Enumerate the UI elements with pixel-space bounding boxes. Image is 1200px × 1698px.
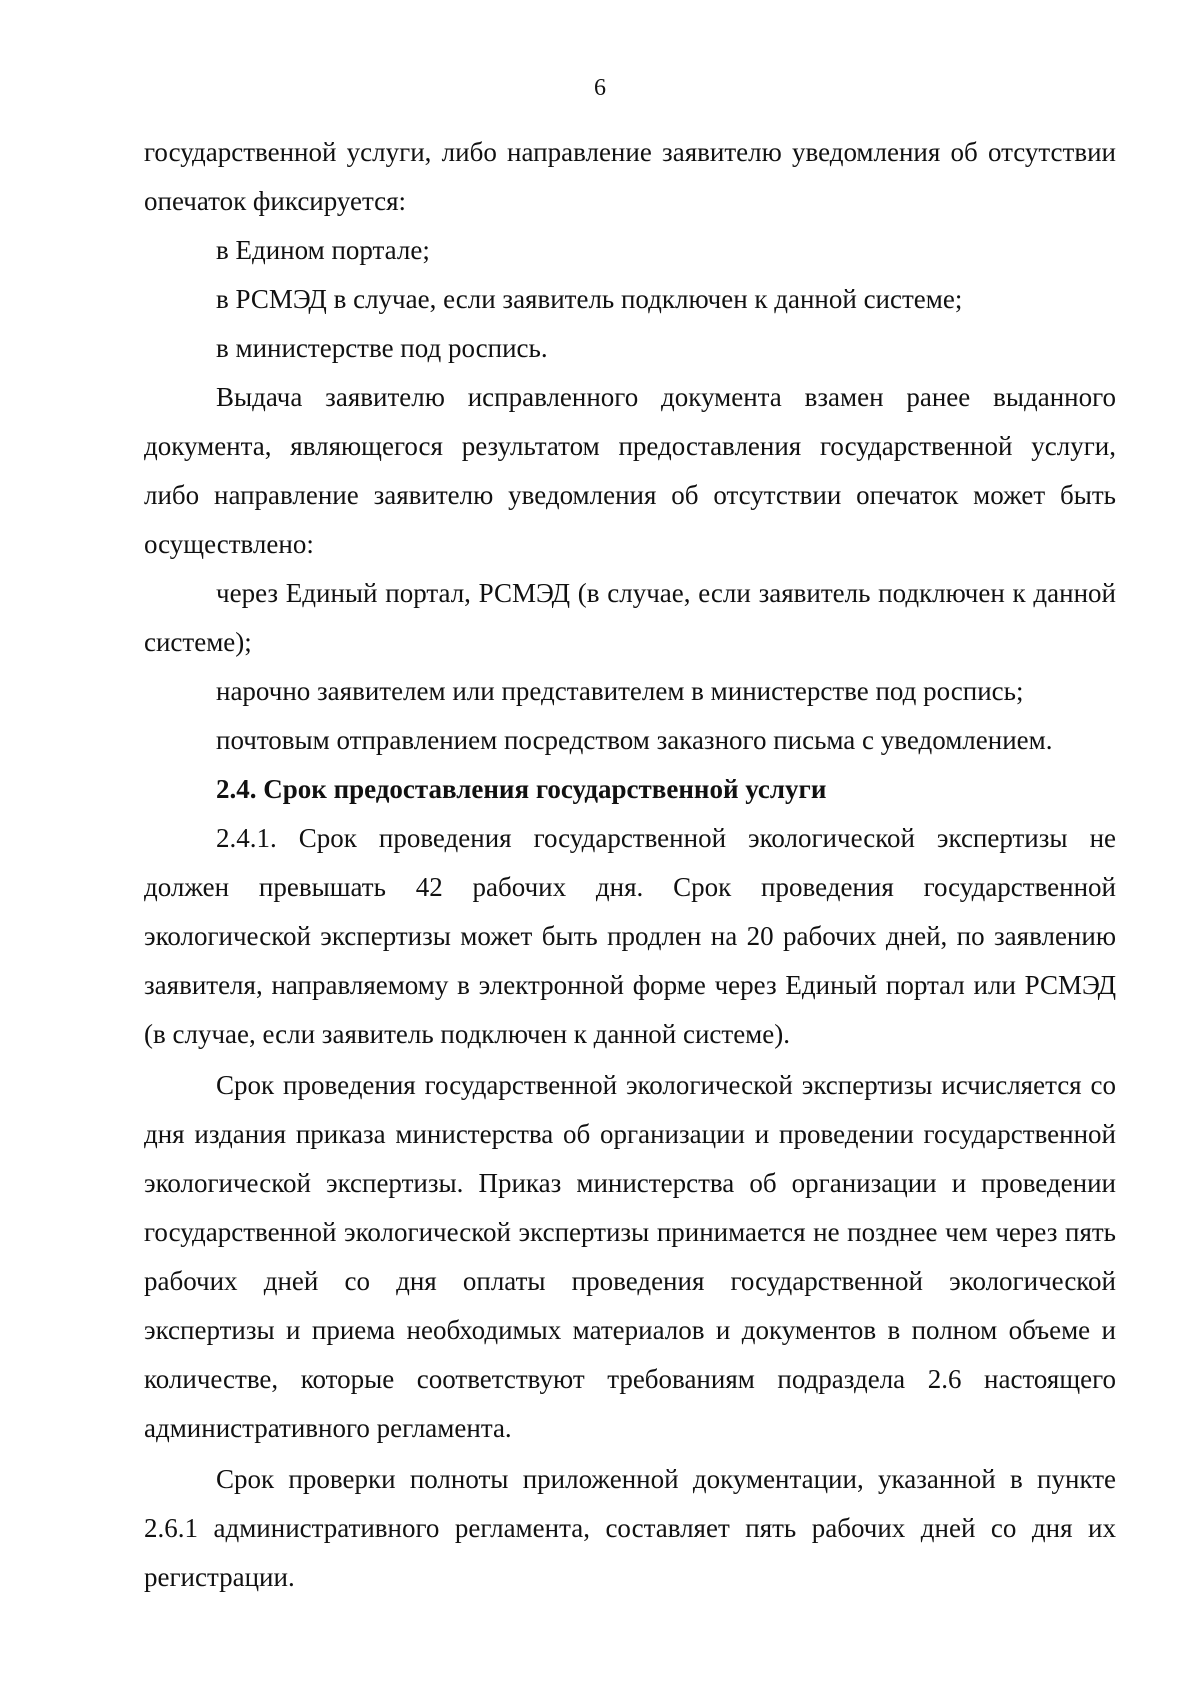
paragraph-term-calculation: Срок проведения государственной экологической экспертизы исчисляется со дня издания приказа министерства об организации и проведении государственной экологической экспертизы. Приказ министерства об организации и проведении государственной экологической экспертизы принимается не позднее чем через пять рабочих дней со дня оплаты проведения государственной экологической экспертизы и приема необходимых материалов и документов в полном объеме и количестве, которые соответствуют требованиям подраздела 2.6 настоящего административного регламента. bbox=[144, 1070, 1116, 1443]
paragraph-completeness-check: Срок проверки полноты приложенной документации, указанной в пункте 2.6.1 административного регламента, составляет пять рабочих дней со дня их регистрации. bbox=[144, 1464, 1116, 1592]
list-item-via-portal: через Единый портал, РСМЭД (в случае, если заявитель подключен к данной системе); bbox=[144, 578, 1116, 657]
list-item-in-person: нарочно заявителем или представителем в министерстве под роспись; bbox=[216, 676, 1024, 706]
list-item-by-mail: почтовым отправлением посредством заказного письма с уведомлением. bbox=[216, 725, 1053, 755]
list-item-ministry: в министерстве под роспись. bbox=[216, 333, 548, 363]
page-number: 6 bbox=[594, 75, 606, 101]
list-item-rsmed: в РСМЭД в случае, если заявитель подключен к данной системе; bbox=[216, 284, 963, 314]
section-heading: 2.4. Срок предоставления государственной услуги bbox=[216, 774, 827, 804]
document-body bbox=[144, 128, 1116, 1602]
paragraph-issuance: Выдача заявителю исправленного документа взамен ранее выданного документа, являющегося результатом предоставления государственной услуги, либо направление заявителю уведомления об отсутствии опечаток может быть осуществлено: bbox=[144, 382, 1116, 559]
paragraph-continuation: государственной услуги, либо направление заявителю уведомления об отсутствии опечаток фиксируется: bbox=[144, 137, 1116, 216]
list-item-portal: в Едином портале; bbox=[216, 235, 430, 265]
paragraph-2-4-1: 2.4.1. Срок проведения государственной экологической экспертизы не должен превышать 42 рабочих дня. Срок проведения государственной экологической экспертизы может быть продлен на 20 рабочих дней, по заявлению заявителя, направляемому в электронной форме через Единый портал или РСМЭД (в случае, если заявитель подключен к данной системе). bbox=[144, 823, 1116, 1049]
